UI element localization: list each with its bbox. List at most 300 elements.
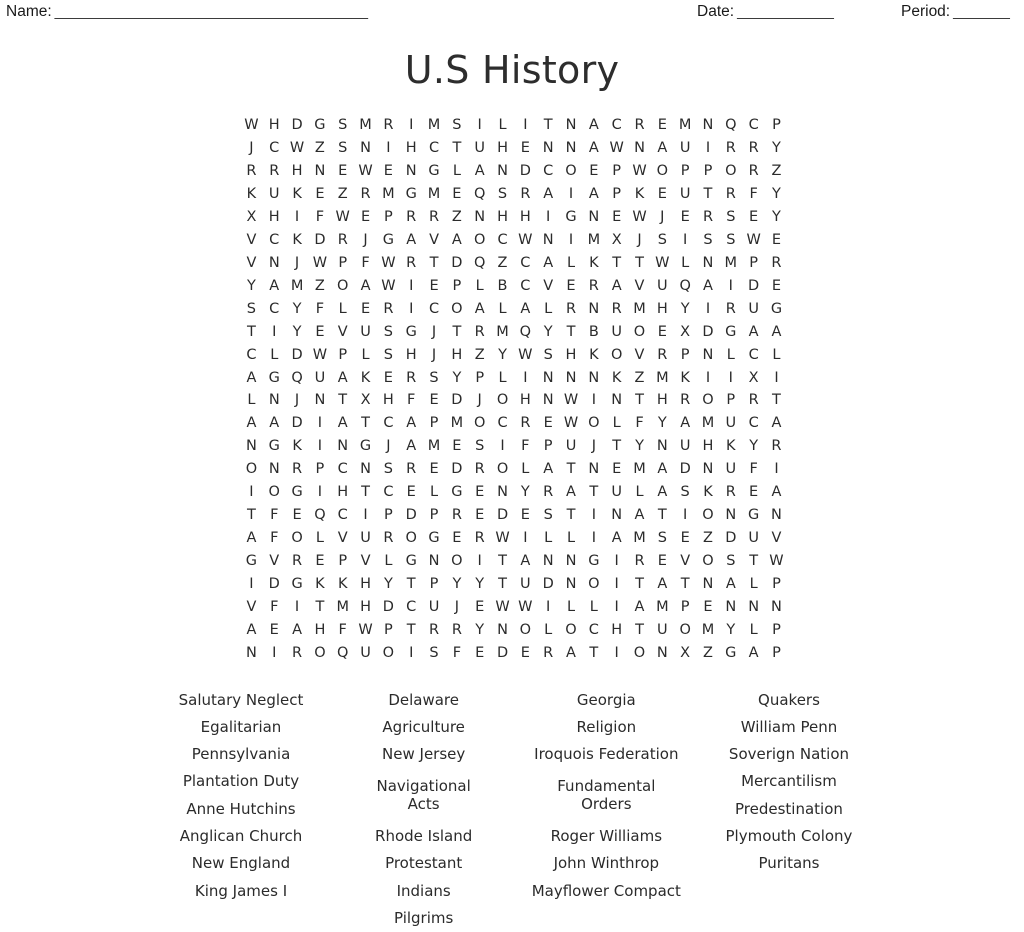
grid-cell[interactable]: S [543, 507, 553, 524]
grid-cell[interactable]: L [315, 530, 324, 547]
word-list-item[interactable]: New England [191, 854, 291, 873]
grid-cell[interactable]: H [656, 300, 668, 317]
grid-cell[interactable]: R [611, 300, 622, 317]
word-list-item[interactable]: William Penn [740, 717, 838, 736]
grid-cell[interactable]: V [337, 530, 348, 547]
grid-cell[interactable]: W [358, 621, 373, 638]
grid-cell[interactable]: T [566, 461, 576, 478]
grid-cell[interactable]: G [405, 553, 417, 570]
grid-cell[interactable]: J [294, 392, 300, 409]
grid-cell[interactable]: E [749, 484, 759, 501]
grid-cell[interactable]: W [632, 163, 647, 180]
grid-cell[interactable]: X [748, 369, 759, 386]
grid-cell[interactable]: T [429, 254, 439, 271]
grid-cell[interactable]: C [337, 507, 348, 524]
grid-cell[interactable]: I [591, 530, 596, 547]
grid-cell[interactable]: R [429, 621, 440, 638]
grid-cell[interactable]: F [338, 621, 347, 638]
grid-cell[interactable]: U [565, 438, 577, 455]
grid-cell[interactable]: P [315, 461, 325, 478]
grid-cell[interactable]: O [588, 415, 600, 432]
grid-cell[interactable]: L [498, 117, 507, 134]
grid-cell[interactable]: A [725, 575, 736, 592]
grid-cell[interactable]: L [384, 553, 393, 570]
grid-cell[interactable]: R [406, 254, 417, 271]
grid-cell[interactable]: V [680, 553, 691, 570]
grid-cell[interactable]: M [656, 598, 669, 615]
grid-cell[interactable]: N [542, 553, 554, 570]
grid-cell[interactable]: O [496, 392, 509, 409]
grid-cell[interactable]: D [542, 575, 554, 592]
grid-cell[interactable]: F [749, 461, 758, 478]
grid-cell[interactable]: P [338, 553, 348, 570]
grid-cell[interactable]: I [272, 323, 277, 340]
grid-cell[interactable]: A [406, 438, 417, 455]
grid-cell[interactable]: X [246, 208, 257, 225]
grid-cell[interactable]: E [657, 553, 667, 570]
grid-cell[interactable]: R [520, 186, 531, 203]
grid-cell[interactable]: E [771, 231, 782, 248]
grid-cell[interactable]: A [292, 621, 303, 638]
grid-cell[interactable]: P [772, 621, 781, 638]
grid-cell[interactable]: D [702, 323, 714, 340]
grid-cell[interactable]: C [748, 415, 759, 432]
grid-cell[interactable]: T [543, 117, 553, 134]
grid-cell[interactable]: I [477, 117, 482, 134]
grid-cell[interactable]: U [748, 530, 759, 547]
grid-cell[interactable]: L [498, 369, 507, 386]
grid-cell[interactable]: E [406, 484, 416, 501]
word-list-item[interactable]: Quakers [758, 690, 820, 709]
grid-cell[interactable]: A [771, 484, 782, 501]
grid-cell[interactable]: S [475, 438, 485, 455]
grid-cell[interactable]: T [772, 392, 781, 409]
grid-cell[interactable]: T [589, 644, 599, 661]
grid-cell[interactable]: R [725, 140, 736, 157]
grid-cell[interactable]: C [246, 346, 257, 363]
grid-cell[interactable]: U [428, 598, 440, 615]
grid-cell[interactable]: K [360, 369, 371, 386]
grid-cell[interactable]: V [360, 553, 371, 570]
grid-cell[interactable]: E [360, 208, 371, 225]
date-blank-line[interactable]: ____________ [737, 3, 834, 20]
grid-cell[interactable]: W [312, 346, 328, 363]
grid-cell[interactable]: P [452, 277, 462, 294]
grid-cell[interactable]: N [474, 208, 486, 225]
grid-cell[interactable]: Y [772, 208, 781, 225]
grid-cell[interactable]: T [657, 507, 667, 524]
grid-cell[interactable]: A [474, 163, 485, 180]
grid-cell[interactable]: U [725, 415, 737, 432]
grid-cell[interactable]: U [657, 621, 668, 638]
grid-cell[interactable]: H [519, 392, 531, 409]
grid-cell[interactable]: T [749, 553, 759, 570]
grid-cell[interactable]: Y [543, 323, 553, 340]
grid-cell[interactable]: I [546, 598, 551, 615]
grid-cell[interactable]: I [409, 300, 414, 317]
grid-cell[interactable]: W [632, 208, 647, 225]
grid-cell[interactable]: P [384, 621, 393, 638]
grid-cell[interactable]: A [520, 300, 531, 317]
grid-cell[interactable]: O [702, 507, 714, 524]
grid-cell[interactable]: P [475, 369, 485, 386]
grid-cell[interactable]: N [565, 140, 577, 157]
grid-cell[interactable]: I [249, 484, 254, 501]
grid-cell[interactable]: O [382, 644, 395, 661]
grid-cell[interactable]: R [543, 644, 554, 661]
grid-cell[interactable]: A [634, 598, 645, 615]
grid-cell[interactable]: H [314, 621, 326, 638]
grid-cell[interactable]: P [612, 163, 622, 180]
grid-cell[interactable]: D [451, 254, 463, 271]
grid-cell[interactable]: N [245, 438, 257, 455]
grid-cell[interactable]: N [360, 461, 371, 478]
grid-cell[interactable]: O [679, 621, 691, 638]
grid-cell[interactable]: R [634, 553, 645, 570]
grid-cell[interactable]: B [588, 323, 599, 340]
grid-cell[interactable]: F [635, 415, 644, 432]
grid-cell[interactable]: R [725, 484, 736, 501]
grid-cell[interactable]: K [246, 186, 257, 203]
grid-cell[interactable]: V [269, 553, 280, 570]
grid-cell[interactable]: A [680, 415, 691, 432]
grid-cell[interactable]: P [680, 598, 690, 615]
grid-cell[interactable]: N [702, 117, 714, 134]
grid-cell[interactable]: W [244, 117, 259, 134]
grid-cell[interactable]: C [428, 300, 440, 317]
grid-cell[interactable]: H [702, 438, 714, 455]
grid-cell[interactable]: R [246, 163, 257, 180]
grid-cell[interactable]: V [246, 231, 257, 248]
grid-cell[interactable]: G [565, 208, 577, 225]
grid-cell[interactable]: N [268, 392, 280, 409]
grid-cell[interactable]: T [246, 507, 256, 524]
grid-cell[interactable]: I [614, 644, 619, 661]
period-blank-line[interactable]: _______ [953, 3, 1010, 20]
grid-cell[interactable]: S [680, 484, 690, 501]
grid-cell[interactable]: O [451, 553, 463, 570]
grid-cell[interactable]: N [702, 254, 714, 271]
grid-cell[interactable]: L [566, 254, 576, 271]
grid-cell[interactable]: E [475, 507, 485, 524]
word-search-grid[interactable] [240, 114, 788, 665]
grid-cell[interactable]: L [612, 415, 621, 432]
grid-cell[interactable]: A [748, 323, 759, 340]
grid-cell[interactable]: I [317, 438, 323, 455]
grid-cell[interactable]: M [427, 117, 441, 134]
grid-cell[interactable]: J [294, 254, 300, 271]
grid-cell[interactable]: R [771, 254, 782, 271]
word-list-item[interactable]: Mayflower Compact [531, 881, 681, 900]
grid-cell[interactable]: P [338, 346, 348, 363]
grid-cell[interactable]: G [770, 300, 783, 317]
grid-cell[interactable]: R [269, 163, 280, 180]
grid-cell[interactable]: U [520, 575, 531, 592]
grid-cell[interactable]: I [614, 575, 619, 592]
grid-cell[interactable]: I [272, 644, 277, 661]
grid-cell[interactable]: K [292, 231, 302, 248]
grid-cell[interactable]: W [746, 231, 761, 248]
grid-cell[interactable]: Q [314, 507, 326, 524]
word-list-item[interactable]: Anglican Church [179, 826, 303, 845]
grid-cell[interactable]: I [705, 369, 711, 386]
grid-cell[interactable]: N [542, 140, 554, 157]
grid-cell[interactable]: U [360, 644, 371, 661]
grid-cell[interactable]: E [360, 300, 371, 317]
word-list-item[interactable]: John Winthrop [553, 854, 660, 873]
grid-cell[interactable]: O [565, 163, 577, 180]
grid-cell[interactable]: H [519, 208, 531, 225]
grid-cell[interactable]: N [428, 553, 440, 570]
word-list-item[interactable]: Plantation Duty [182, 772, 300, 791]
grid-cell[interactable]: E [749, 208, 759, 225]
grid-cell[interactable]: N [268, 461, 280, 478]
word-list-item[interactable]: Pilgrims [393, 908, 454, 927]
grid-cell[interactable]: C [748, 346, 759, 363]
grid-cell[interactable]: S [452, 117, 462, 134]
grid-cell[interactable]: I [523, 117, 528, 134]
grid-cell[interactable]: G [405, 186, 417, 203]
grid-cell[interactable]: T [246, 323, 256, 340]
grid-cell[interactable]: R [725, 300, 736, 317]
grid-cell[interactable]: W [655, 254, 670, 271]
word-list-item[interactable]: King James I [194, 881, 288, 900]
grid-cell[interactable]: I [705, 300, 711, 317]
grid-cell[interactable]: A [246, 369, 257, 386]
grid-cell[interactable]: K [703, 484, 713, 501]
grid-cell[interactable]: A [451, 231, 462, 248]
grid-cell[interactable]: E [543, 415, 553, 432]
grid-cell[interactable]: F [315, 208, 325, 225]
grid-cell[interactable]: Z [703, 644, 713, 661]
grid-cell[interactable]: A [360, 277, 371, 294]
grid-cell[interactable]: M [587, 231, 601, 248]
grid-cell[interactable]: H [565, 346, 577, 363]
grid-cell[interactable]: S [429, 369, 439, 386]
grid-cell[interactable]: T [589, 484, 599, 501]
word-list-item[interactable]: Soverign Nation [728, 745, 850, 764]
grid-cell[interactable]: W [495, 530, 510, 547]
grid-cell[interactable]: F [270, 598, 279, 615]
grid-cell[interactable]: M [633, 300, 646, 317]
grid-cell[interactable]: C [543, 163, 554, 180]
grid-cell[interactable]: E [520, 644, 530, 661]
grid-cell[interactable]: A [771, 323, 782, 340]
grid-cell[interactable]: R [383, 117, 394, 134]
grid-cell[interactable]: L [498, 300, 507, 317]
grid-cell[interactable]: X [360, 392, 371, 409]
grid-cell[interactable]: R [748, 140, 759, 157]
grid-cell[interactable]: E [520, 140, 530, 157]
grid-cell[interactable]: I [477, 553, 482, 570]
grid-cell[interactable]: R [725, 186, 736, 203]
grid-cell[interactable]: E [452, 530, 462, 547]
grid-cell[interactable]: G [268, 438, 280, 455]
grid-cell[interactable]: M [724, 254, 738, 271]
grid-cell[interactable]: P [338, 254, 348, 271]
grid-cell[interactable]: E [771, 277, 782, 294]
grid-cell[interactable]: R [429, 208, 440, 225]
grid-cell[interactable]: G [291, 484, 303, 501]
grid-cell[interactable]: C [337, 461, 348, 478]
grid-cell[interactable]: Y [680, 300, 690, 317]
grid-cell[interactable]: A [588, 117, 599, 134]
grid-cell[interactable]: E [452, 186, 462, 203]
grid-cell[interactable]: I [317, 415, 323, 432]
grid-cell[interactable]: J [363, 231, 368, 248]
grid-cell[interactable]: N [588, 300, 600, 317]
word-list-item[interactable]: Religion [576, 717, 637, 736]
grid-cell[interactable]: F [749, 186, 758, 203]
grid-cell[interactable]: X [680, 323, 691, 340]
grid-cell[interactable]: V [771, 530, 782, 547]
grid-cell[interactable]: J [591, 438, 596, 455]
grid-cell[interactable]: K [589, 254, 599, 271]
grid-cell[interactable]: A [543, 254, 554, 271]
grid-cell[interactable]: N [565, 369, 577, 386]
grid-cell[interactable]: I [409, 277, 414, 294]
grid-cell[interactable]: D [268, 575, 280, 592]
grid-cell[interactable]: Z [771, 163, 782, 180]
grid-cell[interactable]: Y [749, 438, 759, 455]
grid-cell[interactable]: Y [383, 575, 393, 592]
grid-cell[interactable]: Z [497, 254, 508, 271]
grid-cell[interactable]: R [406, 461, 417, 478]
grid-cell[interactable]: A [246, 530, 257, 547]
grid-cell[interactable]: M [656, 369, 669, 386]
grid-cell[interactable]: O [473, 415, 486, 432]
grid-cell[interactable]: G [451, 484, 463, 501]
grid-cell[interactable]: Z [634, 369, 645, 386]
grid-cell[interactable]: O [610, 346, 623, 363]
grid-cell[interactable]: T [635, 621, 644, 638]
grid-cell[interactable]: H [497, 208, 508, 225]
grid-cell[interactable]: I [546, 208, 551, 225]
grid-cell[interactable]: J [386, 438, 391, 455]
grid-cell[interactable]: E [429, 461, 439, 478]
grid-cell[interactable]: U [360, 530, 371, 547]
grid-cell[interactable]: O [473, 231, 486, 248]
grid-cell[interactable]: T [361, 484, 370, 501]
grid-cell[interactable]: M [633, 461, 646, 478]
grid-cell[interactable]: H [382, 392, 394, 409]
grid-cell[interactable]: G [359, 438, 372, 455]
grid-cell[interactable]: D [519, 163, 531, 180]
grid-cell[interactable]: G [245, 553, 258, 570]
grid-cell[interactable]: I [294, 208, 300, 225]
grid-cell[interactable]: A [246, 415, 257, 432]
grid-cell[interactable]: E [566, 277, 576, 294]
grid-cell[interactable]: K [611, 369, 622, 386]
grid-cell[interactable]: N [542, 369, 554, 386]
grid-cell[interactable]: I [614, 553, 619, 570]
grid-cell[interactable]: D [291, 117, 303, 134]
grid-cell[interactable]: A [611, 530, 622, 547]
grid-cell[interactable]: J [637, 231, 642, 248]
grid-cell[interactable]: O [702, 553, 714, 570]
grid-cell[interactable]: W [335, 208, 350, 225]
grid-cell[interactable]: K [634, 186, 645, 203]
grid-cell[interactable]: I [683, 507, 688, 524]
grid-cell[interactable]: O [245, 461, 258, 478]
grid-cell[interactable]: R [634, 117, 645, 134]
grid-cell[interactable]: Q [519, 323, 532, 340]
grid-cell[interactable]: C [428, 140, 440, 157]
grid-cell[interactable]: P [680, 346, 690, 363]
grid-cell[interactable]: A [269, 277, 280, 294]
grid-cell[interactable]: Y [772, 140, 781, 157]
grid-cell[interactable]: M [382, 186, 395, 203]
grid-cell[interactable]: E [315, 323, 325, 340]
grid-cell[interactable]: H [405, 346, 417, 363]
grid-cell[interactable]: R [520, 415, 531, 432]
grid-cell[interactable]: E [429, 277, 439, 294]
grid-cell[interactable]: F [270, 507, 279, 524]
grid-cell[interactable]: D [451, 392, 463, 409]
grid-cell[interactable]: I [728, 277, 733, 294]
grid-cell[interactable]: S [726, 553, 736, 570]
grid-cell[interactable]: N [497, 484, 508, 501]
grid-cell[interactable]: G [291, 575, 303, 592]
grid-cell[interactable]: H [451, 346, 463, 363]
grid-cell[interactable]: N [771, 507, 782, 524]
grid-cell[interactable]: P [429, 415, 439, 432]
grid-cell[interactable]: B [497, 277, 508, 294]
grid-cell[interactable]: G [428, 530, 440, 547]
grid-cell[interactable]: P [726, 392, 736, 409]
grid-cell[interactable]: C [497, 231, 508, 248]
grid-cell[interactable]: Q [291, 369, 303, 386]
grid-cell[interactable]: T [361, 415, 370, 432]
name-blank-line[interactable]: _______________________________________ [54, 3, 368, 20]
grid-cell[interactable]: Q [679, 277, 691, 294]
grid-cell[interactable]: C [497, 415, 508, 432]
grid-cell[interactable]: A [406, 231, 417, 248]
grid-cell[interactable]: Z [314, 277, 325, 294]
grid-cell[interactable]: S [726, 231, 736, 248]
grid-cell[interactable]: C [611, 117, 622, 134]
grid-cell[interactable]: P [680, 163, 690, 180]
grid-cell[interactable]: N [314, 163, 326, 180]
grid-cell[interactable]: Q [473, 186, 486, 203]
grid-cell[interactable]: D [314, 231, 326, 248]
grid-cell[interactable]: H [360, 598, 371, 615]
grid-cell[interactable]: I [409, 644, 414, 661]
grid-cell[interactable]: W [563, 392, 579, 409]
grid-cell[interactable]: V [634, 277, 645, 294]
grid-cell[interactable]: L [361, 346, 370, 363]
grid-cell[interactable]: I [500, 438, 505, 455]
grid-cell[interactable]: Q [473, 254, 486, 271]
grid-cell[interactable]: Q [337, 644, 349, 661]
grid-cell[interactable]: M [427, 186, 441, 203]
grid-cell[interactable]: O [496, 461, 509, 478]
grid-cell[interactable]: N [245, 644, 257, 661]
grid-cell[interactable]: H [268, 117, 280, 134]
grid-cell[interactable]: N [565, 117, 577, 134]
grid-cell[interactable]: V [246, 598, 257, 615]
grid-cell[interactable]: O [656, 163, 669, 180]
grid-cell[interactable]: L [589, 598, 598, 615]
grid-cell[interactable]: A [634, 507, 645, 524]
grid-cell[interactable]: S [657, 231, 667, 248]
grid-cell[interactable]: W [518, 231, 533, 248]
word-list-item[interactable]: Fundamental Orders [557, 776, 656, 814]
grid-cell[interactable]: E [269, 621, 279, 638]
grid-cell[interactable]: L [544, 621, 553, 638]
grid-cell[interactable]: H [656, 392, 668, 409]
grid-cell[interactable]: L [475, 277, 484, 294]
